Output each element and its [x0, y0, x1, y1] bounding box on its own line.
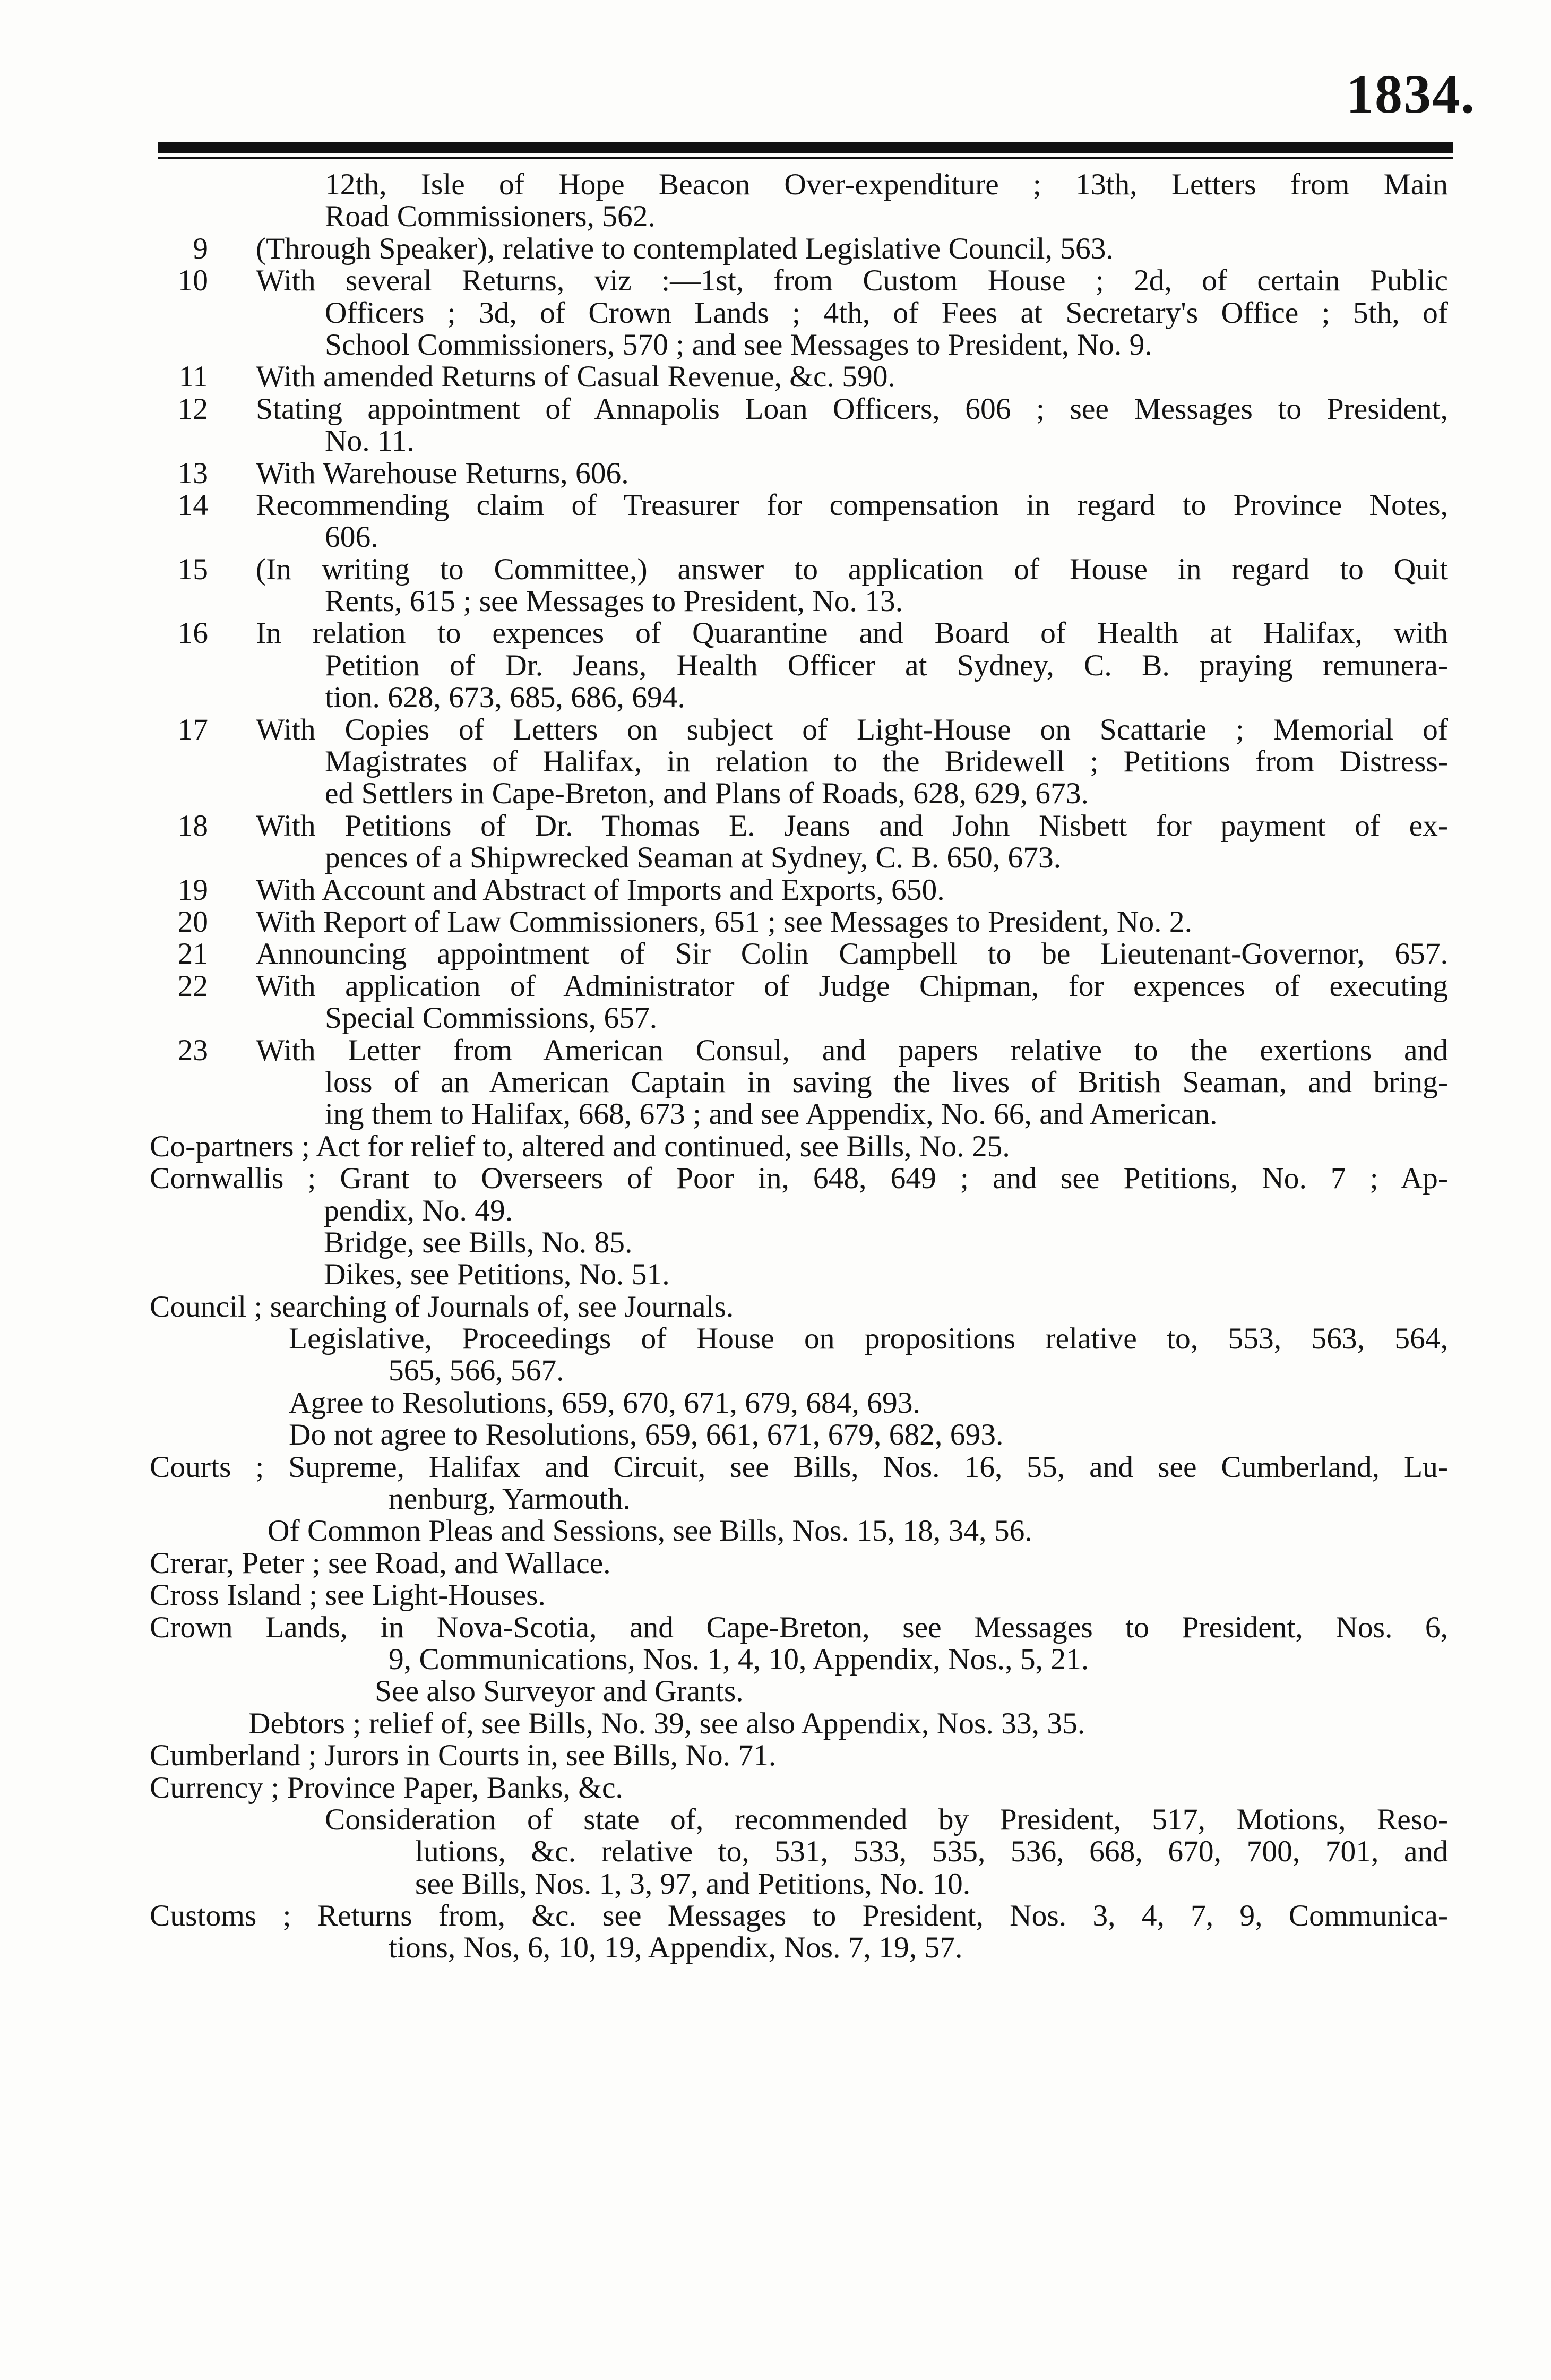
index-line: [150, 489, 1448, 521]
entry-number: 21: [177, 937, 208, 971]
index-line: [150, 458, 1448, 489]
entry-text: No. 11.: [325, 424, 415, 458]
index-line: [150, 1419, 1448, 1451]
entry-text: Cumberland ; Jurors in Courts in, see Bills, No. 71.: [150, 1739, 777, 1773]
index-line: [150, 1163, 1448, 1195]
entry-number: 11: [178, 360, 208, 394]
entry-text: School Commissioners, 570 ; and see Messages to President, No. 9.: [325, 328, 1152, 362]
entry-number: 23: [177, 1033, 208, 1067]
index-line: [150, 1740, 1448, 1772]
entry-text: With Account and Abstract of Imports and Exports, 650.: [256, 873, 945, 907]
entry-text: ed Settlers in Cape-Breton, and Plans of Roads, 628, 629, 673.: [325, 777, 1089, 811]
entry-text: Agree to Resolutions, 659, 670, 671, 679, 684, 693.: [289, 1386, 920, 1420]
index-line: [150, 1515, 1448, 1547]
index-line: [150, 265, 1448, 297]
index-line: [150, 1323, 1448, 1355]
index-line: [150, 233, 1448, 265]
index-line: [150, 1772, 1448, 1804]
entry-text: With Copies of Letters on subject of Light-House on Scattarie ; Memorial of: [256, 714, 1448, 746]
index-line: [150, 1067, 1448, 1098]
index-line: [150, 1868, 1448, 1900]
entry-text: Crerar, Peter ; see Road, and Wallace.: [150, 1546, 611, 1580]
index-line: [150, 586, 1448, 617]
index-line: [150, 1612, 1448, 1644]
entry-text: loss of an American Captain in saving the lives of British Seaman, and bring-: [325, 1066, 1448, 1098]
index-line: [150, 1644, 1448, 1676]
index-line: [150, 425, 1448, 457]
index-line: [150, 1676, 1448, 1707]
index-line: [150, 521, 1448, 553]
entry-text: Of Common Pleas and Sessions, see Bills, Nos. 15, 18, 34, 56.: [268, 1514, 1032, 1548]
entry-text: Special Commissions, 657.: [325, 1001, 658, 1035]
index-line: [150, 1932, 1448, 1964]
index-line: [150, 1035, 1448, 1067]
index-line: [150, 361, 1448, 393]
entry-text: In relation to expences of Quarantine and Board of Health at Halifax, with: [256, 617, 1448, 650]
entry-text: With application of Administrator of Judge Chipman, for expences of executing: [256, 970, 1448, 1002]
entry-text: With Warehouse Returns, 606.: [256, 456, 629, 490]
entry-text: With amended Returns of Casual Revenue, &c. 590.: [256, 360, 895, 394]
index-line: [150, 842, 1448, 874]
entry-text: pences of a Shipwrecked Seaman at Sydney, C. B. 650, 673.: [325, 841, 1062, 875]
entry-text: 9, Communications, Nos. 1, 4, 10, Appendix, Nos., 5, 21.: [389, 1642, 1089, 1676]
entry-text: tion. 628, 673, 685, 686, 694.: [325, 681, 685, 715]
entry-text: Legislative, Proceedings of House on propositions relative to, 553, 563, 564,: [289, 1323, 1448, 1355]
index-line: [150, 1900, 1448, 1932]
entry-text: Currency ; Province Paper, Banks, &c.: [150, 1771, 623, 1805]
header-rule-thin: [158, 157, 1453, 159]
entry-text: With Letter from American Consul, and papers relative to the exertions and: [256, 1034, 1448, 1067]
entry-number: 18: [177, 809, 208, 843]
entry-text: lutions, &c. relative to, 531, 533, 535, 536, 668, 670, 700, 701, and: [415, 1836, 1448, 1868]
entry-number: 20: [177, 905, 208, 939]
entry-text: Co-partners ; Act for relief to, altered and continued, see Bills, No. 25.: [150, 1129, 1010, 1163]
entry-number: 16: [177, 616, 208, 650]
index-line: [150, 874, 1448, 906]
entry-number: 22: [177, 969, 208, 1003]
index-line: [150, 1195, 1448, 1227]
index-line: [150, 297, 1448, 329]
entry-text: Council ; searching of Journals of, see Journals.: [150, 1290, 734, 1324]
index-line: [150, 1548, 1448, 1579]
entry-text: Crown Lands, in Nova-Scotia, and Cape-Breton, see Messages to President, Nos. 6,: [150, 1611, 1448, 1644]
entry-text: 565, 566, 567.: [389, 1354, 564, 1388]
entry-text: Road Commissioners, 562.: [325, 200, 656, 234]
entry-text: (Through Speaker), relative to contemplated Legislative Council, 563.: [256, 231, 1114, 265]
entry-number: 12: [177, 392, 208, 426]
entry-text: Announcing appointment of Sir Colin Campbell to be Lieutenant-Governor, 657.: [256, 938, 1448, 970]
index-line: [150, 1131, 1448, 1163]
index-line: [150, 1227, 1448, 1259]
page-year-header: 1834.: [1346, 64, 1476, 125]
entry-number: 19: [177, 873, 208, 907]
entry-text: With Petitions of Dr. Thomas E. Jeans and John Nisbett for payment of ex-: [256, 810, 1448, 842]
entry-text: See also Surveyor and Grants.: [375, 1674, 744, 1708]
entry-text: Officers ; 3d, of Crown Lands ; 4th, of Fees at Secretary's Office ; 5th, of: [325, 297, 1448, 329]
entry-text: (In writing to Committee,) answer to application of House in regard to Quit: [256, 553, 1448, 586]
entry-text: Stating appointment of Annapolis Loan Officers, 606 ; see Messages to President,: [256, 393, 1448, 425]
index-entries: [150, 169, 1448, 1964]
index-line: [150, 1291, 1448, 1323]
entry-text: pendix, No. 49.: [324, 1193, 513, 1227]
entry-text: Dikes, see Petitions, No. 51.: [324, 1258, 670, 1292]
entry-text: Debtors ; relief of, see Bills, No. 39, see also Appendix, Nos. 33, 35.: [248, 1706, 1085, 1740]
index-line: [150, 906, 1448, 938]
entry-number: 17: [177, 712, 208, 746]
entry-number: 14: [177, 488, 208, 522]
entry-text: see Bills, Nos. 1, 3, 97, and Petitions, No. 10.: [415, 1867, 971, 1901]
index-line: [150, 329, 1448, 361]
entry-text: ing them to Halifax, 668, 673 ; and see Appendix, No. 66, and American.: [325, 1097, 1218, 1131]
entry-text: Rents, 615 ; see Messages to President, No. 13.: [325, 585, 903, 618]
index-line: [150, 650, 1448, 682]
entry-text: 12th, Isle of Hope Beacon Over-expenditure ; 13th, Letters from Main: [325, 169, 1448, 201]
index-line: [150, 169, 1448, 201]
entry-text: Courts ; Supreme, Halifax and Circuit, see Bills, Nos. 16, 55, and see Cumberland, Lu-: [150, 1451, 1448, 1483]
entry-text: Magistrates of Halifax, in relation to the Bridewell ; Petitions from Distress-: [325, 746, 1448, 778]
entry-number: 15: [177, 552, 208, 586]
entry-text: 606.: [325, 520, 378, 554]
index-line: [150, 1708, 1448, 1740]
index-line: [150, 682, 1448, 714]
index-line: [150, 1836, 1448, 1868]
entry-text: With Report of Law Commissioners, 651 ; see Messages to President, No. 2.: [256, 905, 1192, 939]
entry-text: Recommending claim of Treasurer for compensation in regard to Province Notes,: [256, 489, 1448, 521]
index-line: [150, 1483, 1448, 1515]
entry-text: Consideration of state of, recommended by President, 517, Motions, Reso-: [325, 1803, 1448, 1836]
index-line: [150, 1259, 1448, 1291]
index-line: [150, 1355, 1448, 1387]
entry-text: Bridge, see Bills, No. 85.: [324, 1225, 633, 1259]
index-line: [150, 778, 1448, 810]
entry-text: With several Returns, viz :—1st, from Custom House ; 2d, of certain Public: [256, 265, 1448, 297]
index-line: [150, 393, 1448, 425]
entry-text: nenburg, Yarmouth.: [389, 1482, 631, 1516]
entry-number: 13: [177, 456, 208, 490]
index-line: [150, 1804, 1448, 1836]
index-line: [150, 554, 1448, 586]
entry-text: Do not agree to Resolutions, 659, 661, 671, 679, 682, 693.: [289, 1418, 1004, 1452]
index-line: [150, 970, 1448, 1002]
index-line: [150, 810, 1448, 842]
index-line: [150, 714, 1448, 746]
header-rule: [158, 142, 1453, 153]
index-line: [150, 1451, 1448, 1483]
index-line: [150, 1579, 1448, 1611]
entry-text: Cornwallis ; Grant to Overseers of Poor in, 648, 649 ; and see Petitions, No. 7 ; Ap-: [150, 1163, 1448, 1195]
index-line: [150, 1098, 1448, 1130]
index-line: [150, 746, 1448, 778]
entry-number: 9: [193, 231, 208, 265]
index-line: [150, 617, 1448, 649]
entry-number: 10: [177, 264, 208, 298]
index-line: [150, 1387, 1448, 1419]
entry-text: Customs ; Returns from, &c. see Messages to President, Nos. 3, 4, 7, 9, Communica-: [150, 1900, 1448, 1932]
index-line: [150, 201, 1448, 233]
entry-text: Petition of Dr. Jeans, Health Officer at Sydney, C. B. praying remunera-: [325, 649, 1448, 682]
index-line: [150, 938, 1448, 970]
index-line: [150, 1002, 1448, 1034]
entry-text: tions, Nos, 6, 10, 19, Appendix, Nos. 7, 19, 57.: [389, 1931, 963, 1965]
entry-text: Cross Island ; see Light-Houses.: [150, 1578, 546, 1612]
